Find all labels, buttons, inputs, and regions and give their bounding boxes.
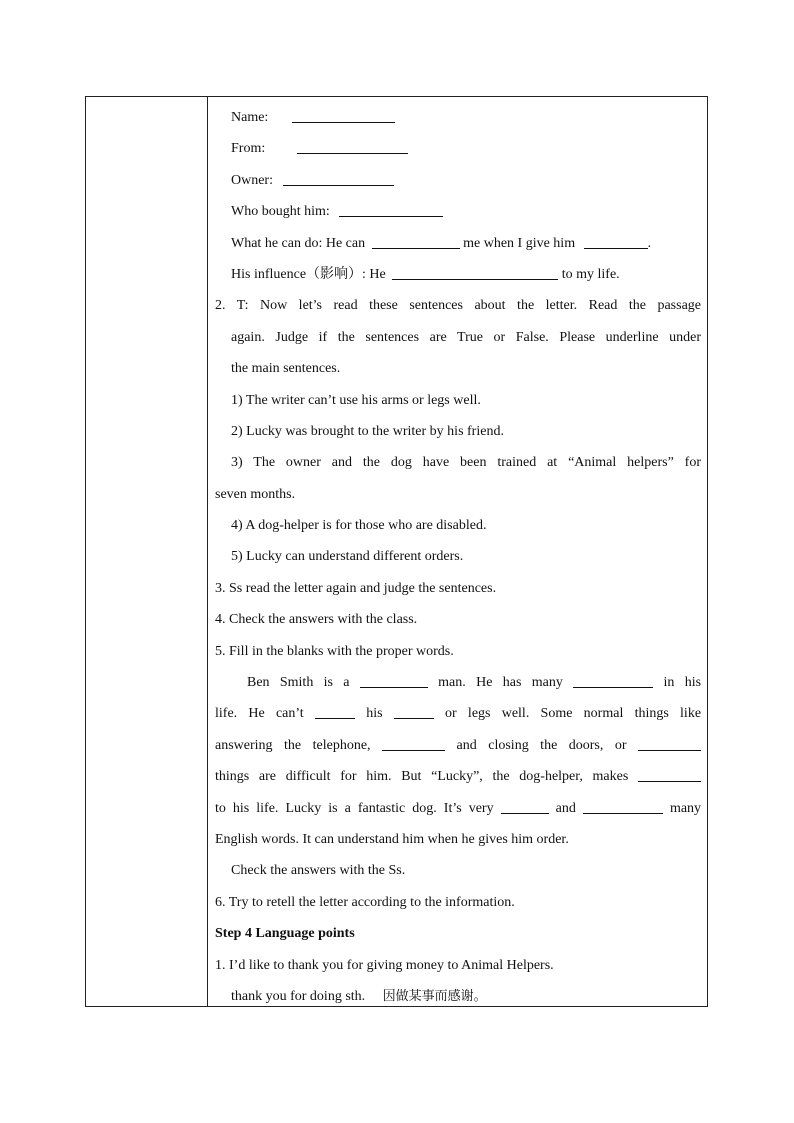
example-row [215, 981, 701, 1012]
can-do-end: . [647, 235, 652, 251]
influence-row [215, 259, 701, 290]
fill-text: Ben Smith is a [247, 675, 350, 691]
owner-blank[interactable] [283, 171, 394, 186]
point-1: 1. I’d like to thank you for giving money to Animal Helpers. [215, 957, 554, 973]
owner-label: Owner: [231, 172, 273, 188]
owner-row [215, 165, 701, 196]
fill-blank-8[interactable] [501, 799, 549, 814]
fill-text: things are difficult for him. But “Lucky”, the dog-helper, makes [215, 769, 629, 785]
lesson-table [85, 96, 708, 1007]
fill-blank-1[interactable] [360, 673, 428, 688]
step4-heading: Step 4 Language points [215, 926, 355, 942]
fill-line-5 [215, 793, 701, 824]
fill-text: and closing the doors, or [456, 737, 627, 753]
name-row [215, 102, 701, 133]
from-row [215, 133, 701, 164]
can-do-blank-2[interactable] [584, 234, 648, 249]
fill-text: his [366, 706, 383, 722]
fill-text: life. He can’t [215, 706, 304, 722]
column-divider [207, 97, 208, 1006]
fill-blank-9[interactable] [583, 799, 663, 814]
item4: 4. Check the answers with the class. [215, 612, 418, 628]
item2-line3: the main sentences. [231, 361, 341, 377]
sentence-5: 5) Lucky can understand different orders. [231, 549, 464, 565]
fill-line-6: English words. It can understand him when he gives him order. [215, 831, 569, 847]
can-do-text: What he can do: He can [231, 235, 366, 251]
fill-blank-5[interactable] [382, 736, 445, 751]
fill-blank-4[interactable] [394, 704, 434, 719]
fill-blank-2[interactable] [573, 673, 653, 688]
fill-text: or legs well. Some normal things like [445, 706, 702, 722]
can-do-text-2: me when I give him [463, 235, 576, 251]
fill-text: man. He has many [438, 675, 563, 691]
from-blank[interactable] [297, 139, 408, 154]
item5-title: 5. Fill in the blanks with the proper words. [215, 643, 454, 659]
sentence-2: 2) Lucky was brought to the writer by his friend. [231, 423, 504, 439]
who-bought-blank[interactable] [339, 202, 443, 217]
influence-blank[interactable] [392, 265, 558, 280]
name-label: Name: [231, 110, 269, 125]
influence-text: His influence（影响）: He [231, 266, 386, 282]
item2-line1: 2. T: Now let’s read these sentences about the letter. Read the passage [215, 298, 701, 314]
fill-text: and [555, 800, 576, 816]
sentence-3: 3) The owner and the dog have been trained at “Animal helpers” for [231, 455, 701, 471]
can-do-blank-1[interactable] [372, 234, 460, 249]
fill-blank-7[interactable] [638, 767, 701, 782]
fill-text: many [669, 800, 702, 816]
fill-blank-3[interactable] [315, 704, 355, 719]
fill-text: in his [663, 675, 702, 691]
who-bought-row [215, 196, 701, 227]
name-blank[interactable] [292, 108, 395, 123]
influence-text-2: to my life. [561, 266, 620, 282]
from-label: From: [231, 141, 266, 157]
example-phrase: thank you for doing sth. [231, 988, 366, 1004]
example-translation: 因做某事而感谢。 [382, 988, 487, 1004]
sentence-1: 1) The writer can’t use his arms or legs well. [231, 392, 481, 408]
item2-line2: again. Judge if the sentences are True or False. Please underline under [231, 329, 701, 345]
check-answers: Check the answers with the Ss. [231, 863, 406, 879]
fill-blank-6[interactable] [638, 736, 701, 751]
item3: 3. Ss read the letter again and judge the sentences. [215, 580, 497, 596]
sentence-4: 4) A dog-helper is for those who are disabled. [231, 518, 487, 534]
item6: 6. Try to retell the letter according to the information. [215, 894, 515, 910]
sentence-3-cont: seven months. [215, 486, 296, 502]
fill-text: to his life. Lucky is a fantastic dog. It’s very [215, 800, 494, 816]
can-do-row [215, 228, 701, 259]
fill-line-3 [215, 730, 701, 761]
fill-line-1 [215, 667, 701, 698]
lesson-content [215, 102, 701, 1012]
fill-text: answering the telephone, [215, 737, 371, 753]
fill-line-2 [215, 698, 701, 729]
fill-line-4 [215, 761, 701, 792]
who-bought-label: Who bought him: [231, 204, 330, 220]
